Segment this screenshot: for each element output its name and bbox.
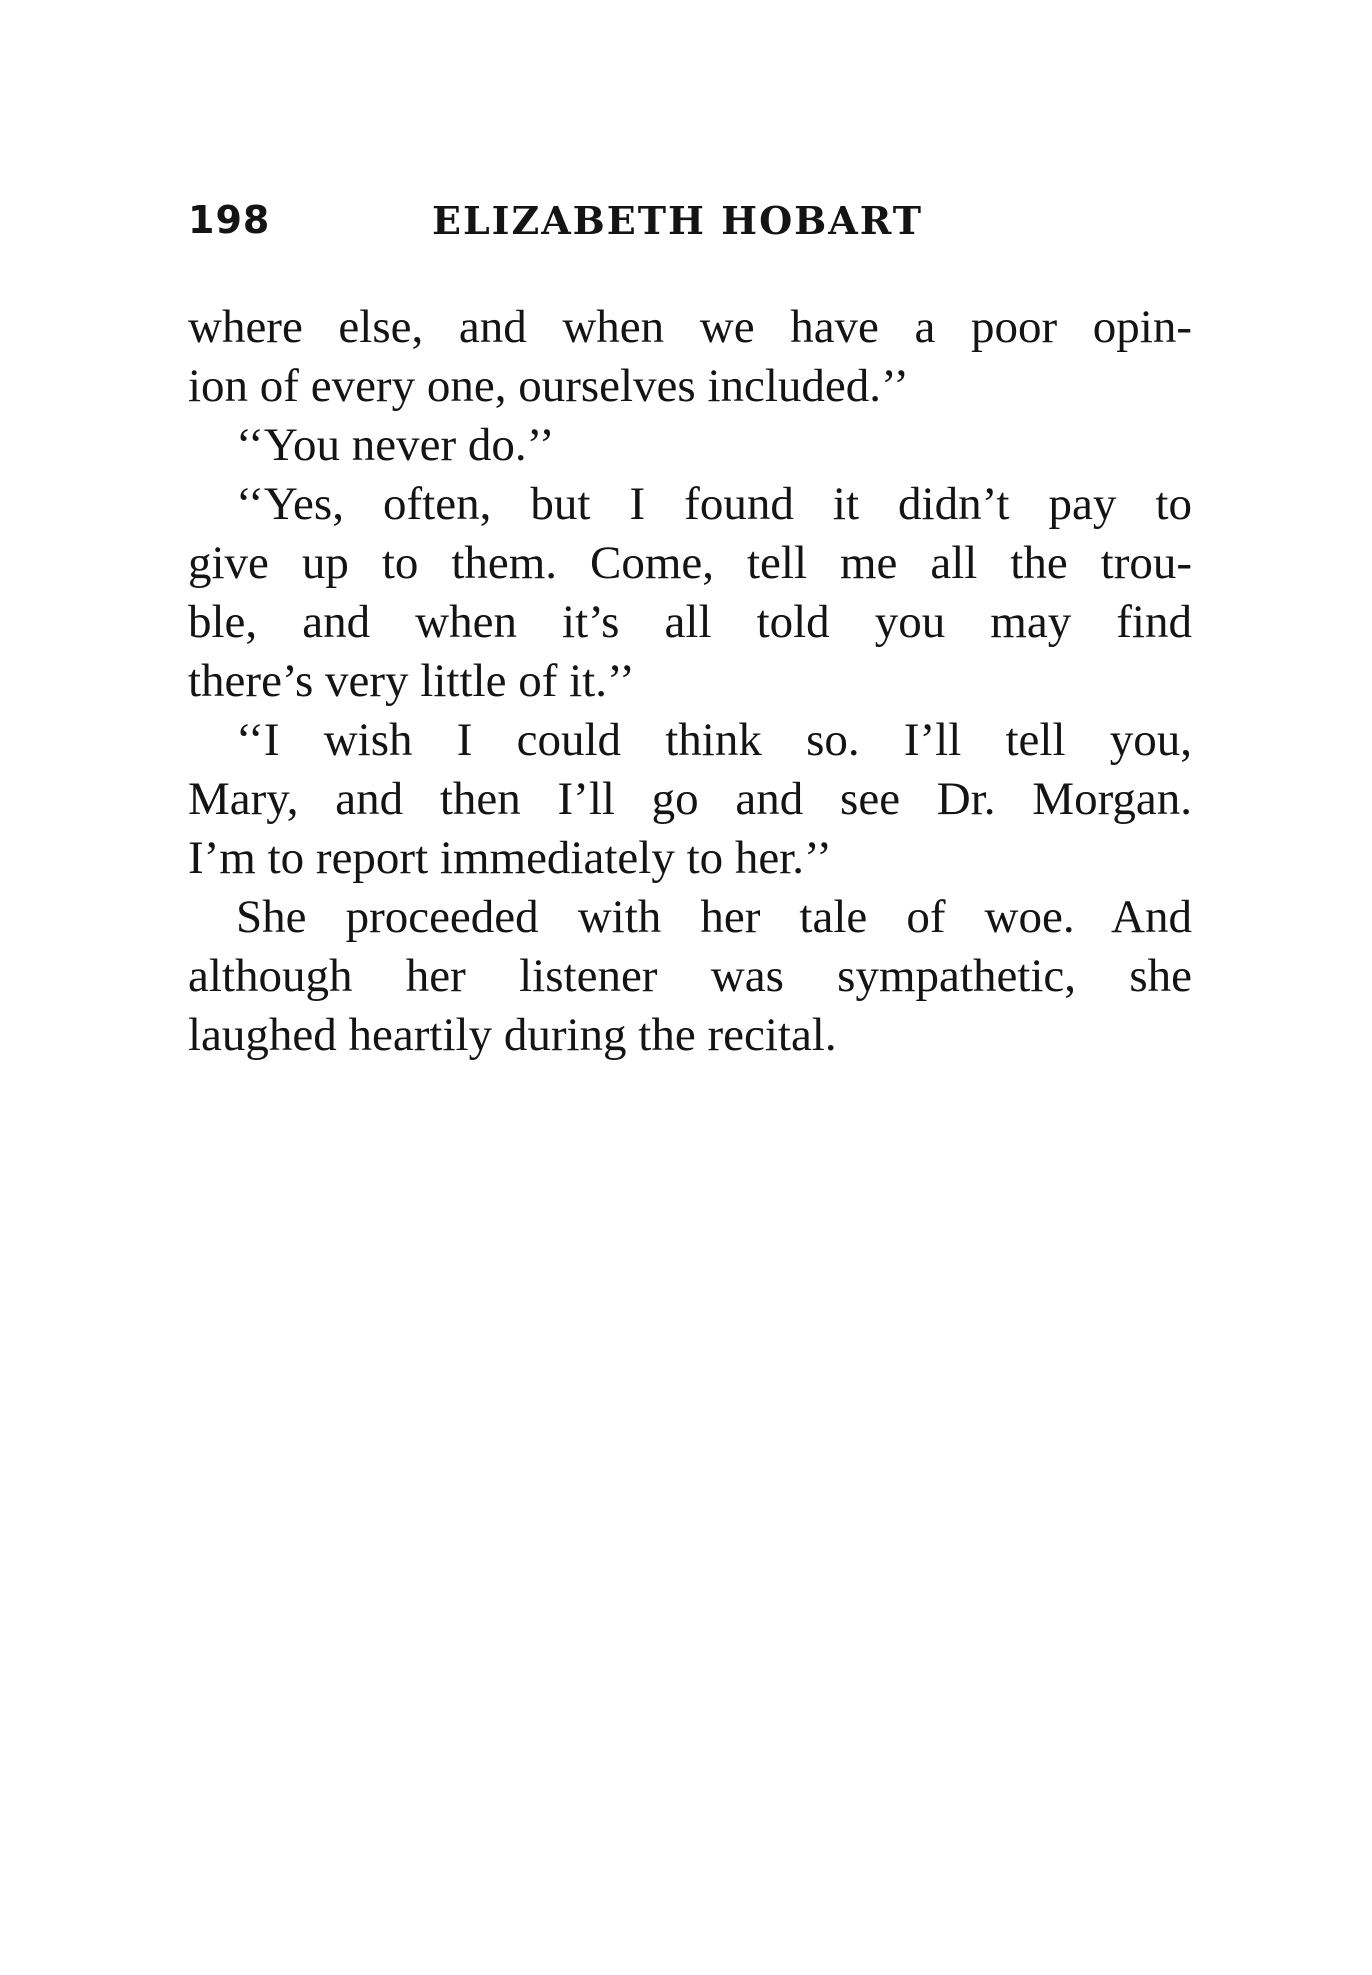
paragraph-5 (188, 888, 1192, 1065)
text-line: ‘‘Yes, often, but I found it didn’t pay to (236, 478, 1192, 530)
text-line: there’s very little of it.’’ (188, 655, 635, 707)
text-line: ble, and when it’s all told you may find (188, 596, 1192, 648)
paragraph-1 (188, 298, 1192, 416)
text-line: although her listener was sympathetic, she (188, 950, 1192, 1002)
text-line: where else, and when we have a poor opin- (188, 301, 1192, 353)
paragraph-3 (188, 475, 1192, 711)
page-number: 198 (188, 198, 271, 242)
text-line: ‘‘I wish I could think so. I’ll tell you, (236, 714, 1192, 766)
running-title: ELIZABETH HOBART (432, 198, 923, 243)
text-line: laughed heartily during the recital. (188, 1009, 837, 1061)
paragraph-2 (188, 416, 1192, 475)
running-head (188, 198, 1188, 258)
text-line: ‘‘You never do.’’ (236, 419, 555, 471)
text-line: She proceeded with her tale of woe. And (236, 891, 1192, 943)
body-text (188, 298, 1192, 1065)
text-line: I’m to report immediately to her.’’ (188, 832, 832, 884)
text-line: give up to them. Come, tell me all the trou- (188, 537, 1192, 589)
paragraph-4 (188, 711, 1192, 888)
text-line: Mary, and then I’ll go and see Dr. Morgan. (188, 773, 1192, 825)
text-line: ion of every one, ourselves included.’’ (188, 360, 909, 412)
